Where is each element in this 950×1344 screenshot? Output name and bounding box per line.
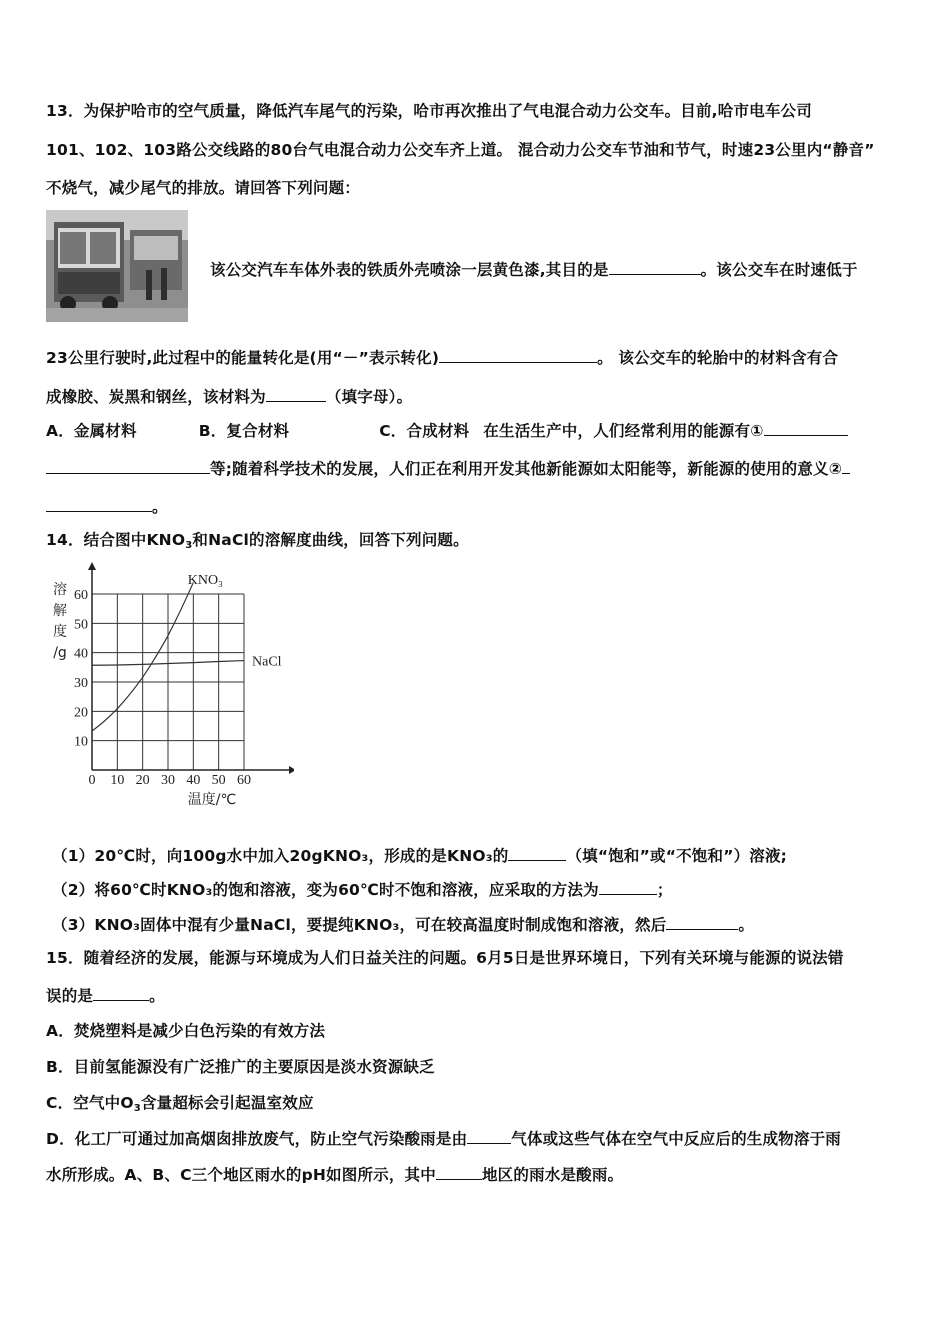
q14-title-sub: 3	[185, 540, 193, 551]
x-tick-label: 60	[237, 773, 251, 788]
q13-line-5-text: 23公里行驶时,此过程中的能量转化是(用“－”表示转化)	[46, 349, 440, 367]
q13-line-3: 不烧气，减少尾气的排放。请回答下列问题：	[46, 179, 361, 197]
q15-option-d	[46, 1129, 841, 1149]
q13-line-5-tail: 。 该公交车的轮胎中的材料含有合	[597, 349, 839, 367]
y-tick-label: 60	[74, 588, 88, 603]
y-axis-label-char: /g	[53, 645, 67, 661]
y-tick-label: 10	[74, 734, 88, 750]
q13-line-4	[210, 260, 858, 280]
q15-option-d-b: 气体或这些气体在空气中反应后的生成物溶于雨	[511, 1130, 841, 1148]
answer-blank-paint-purpose[interactable]	[609, 260, 701, 275]
x-tick-label: 30	[161, 773, 175, 788]
q13-line-5	[46, 348, 838, 368]
option-a-metal: A．金属材料	[46, 422, 137, 440]
x-tick-label: 0	[88, 773, 96, 788]
x-tick-label: 10	[110, 773, 125, 788]
y-axis-arrow	[88, 562, 96, 570]
option-b-composite: B．复合材料	[198, 422, 290, 440]
x-tick-label: 50	[211, 773, 226, 788]
q13-line-8-text: 等;随着科学技术的发展，人们正在利用开发其他新能源如太阳能等，新能源的使用的意义②	[210, 460, 843, 478]
answer-blank-wrong-statement[interactable]	[93, 986, 149, 1001]
q15-line-1: 15．随着经济的发展，能源与环境成为人们日益关注的问题。6月5日是世界环境日，下列有关环境与能源的说法错	[46, 949, 844, 967]
answer-blank-purify[interactable]	[666, 915, 738, 930]
y-axis-label-char: 溶	[53, 582, 67, 598]
q14-part-3	[52, 915, 754, 935]
q13-line-2: 101、102、103路公交线路的80台气电混合动力公交车齐上道。 混合动力公交车节油和节气，时速23公里内“静音”	[46, 141, 875, 159]
bus-photo	[46, 210, 188, 322]
answer-blank-meaning[interactable]	[842, 459, 850, 474]
answer-blank-acid-gas[interactable]	[467, 1129, 511, 1144]
x-tick-label: 20	[135, 773, 150, 788]
q13-line-9	[46, 497, 168, 517]
q13-line-6-tail: （填字母）。	[325, 388, 413, 406]
q14-title	[46, 530, 469, 556]
q15-line-last-a: 水所形成。A、B、C三个地区雨水的pH如图所示，其中	[46, 1166, 436, 1184]
y-axis-label-char: 解	[53, 603, 67, 619]
answer-blank-method[interactable]	[599, 880, 657, 895]
q15-option-c-a: C．空气中O	[46, 1094, 134, 1112]
q15-option-c	[46, 1093, 314, 1119]
q14-part-2-text: （2）将60℃时KNO₃的饱和溶液，变为60℃时不饱和溶液，应采取的方法为	[52, 881, 599, 899]
q13-line-6	[46, 387, 412, 407]
q15-option-a: A．焚烧塑料是减少白色污染的有效方法	[46, 1022, 326, 1040]
q15-line-last-b: 地区的雨水是酸雨。	[481, 1166, 624, 1184]
q13-line-7-text: 在生活生产中，人们经常利用的能源有①	[483, 422, 764, 440]
q14-part-1-text: （1）20℃时，向100g水中加入20gKNO₃，形成的是KNO₃的	[52, 847, 509, 865]
q14-part-2-tail: ；	[656, 881, 673, 899]
q14-part-1	[52, 846, 787, 866]
q14-part-3-text: （3）KNO₃固体中混有少量NaCl，要提纯KNO₃，可在较高温度时制成饱和溶液，然后	[52, 916, 667, 934]
q15-line-last	[46, 1165, 623, 1185]
answer-blank-energy-1[interactable]	[764, 421, 848, 436]
y-tick-label: 20	[74, 705, 88, 721]
q14-part-3-tail: 。	[738, 916, 755, 934]
x-tick-label: 40	[186, 773, 201, 788]
x-axis-arrow	[289, 766, 294, 774]
q15-option-d-a: D．化工厂可通过加高烟囱排放废气，防止空气污染酸雨是由	[46, 1130, 468, 1148]
q15-option-c-sub: 3	[133, 1103, 141, 1114]
q15-line-2	[46, 986, 165, 1006]
x-axis-label: 温度/℃	[187, 792, 237, 808]
q14-part-1-tail: （填“饱和”或“不饱和”）溶液;	[566, 847, 788, 865]
q13-line-7	[46, 421, 848, 441]
q13-line-4-text: 该公交汽车车体外表的铁质外壳喷涂一层黄色漆,其目的是	[210, 261, 609, 279]
y-axis-label-char: 度	[53, 624, 67, 640]
answer-blank-energy-1-cont[interactable]	[46, 459, 210, 474]
q15-line-2-text: 误的是	[46, 987, 94, 1005]
answer-blank-saturation[interactable]	[508, 846, 566, 861]
series-label-kno3: KNO₃	[187, 573, 223, 588]
q14-title-b: 和NaCl的溶解度曲线，回答下列问题。	[192, 531, 469, 549]
series-label-nacl: NaCl	[252, 654, 282, 670]
q13-line-8	[46, 459, 850, 479]
q15-option-b: B．目前氢能源没有广泛推广的主要原因是淡水资源缺乏	[46, 1058, 435, 1076]
q13-line-4-tail: 。该公交车在时速低于	[700, 261, 858, 279]
q15-line-2-tail: 。	[149, 987, 165, 1005]
q14-part-2	[52, 880, 673, 900]
q15-option-c-b: 含量超标会引起温室效应	[140, 1094, 314, 1112]
q13-line-6-text: 成橡胶、炭黑和钢丝，该材料为	[46, 388, 266, 406]
q13-line-1: 13．为保护哈市的空气质量，降低汽车尾气的污染，哈市再次推出了气电混合动力公交车。目前,哈市电车公司	[46, 102, 812, 120]
answer-blank-material[interactable]	[266, 387, 326, 402]
y-tick-label: 30	[74, 676, 88, 691]
option-c-synthetic: C．合成材料	[379, 422, 470, 440]
answer-blank-meaning-cont[interactable]	[46, 497, 152, 512]
answer-blank-acid-region[interactable]	[436, 1165, 482, 1180]
q14-title-a: 14．结合图中KNO	[46, 531, 186, 549]
solubility-chart	[44, 562, 294, 812]
y-tick-label: 50	[74, 617, 88, 633]
chart-grid	[92, 594, 244, 770]
q13-line-9-tail: 。	[152, 498, 168, 516]
y-tick-label: 40	[74, 646, 88, 662]
answer-blank-energy-conversion[interactable]	[439, 348, 597, 363]
